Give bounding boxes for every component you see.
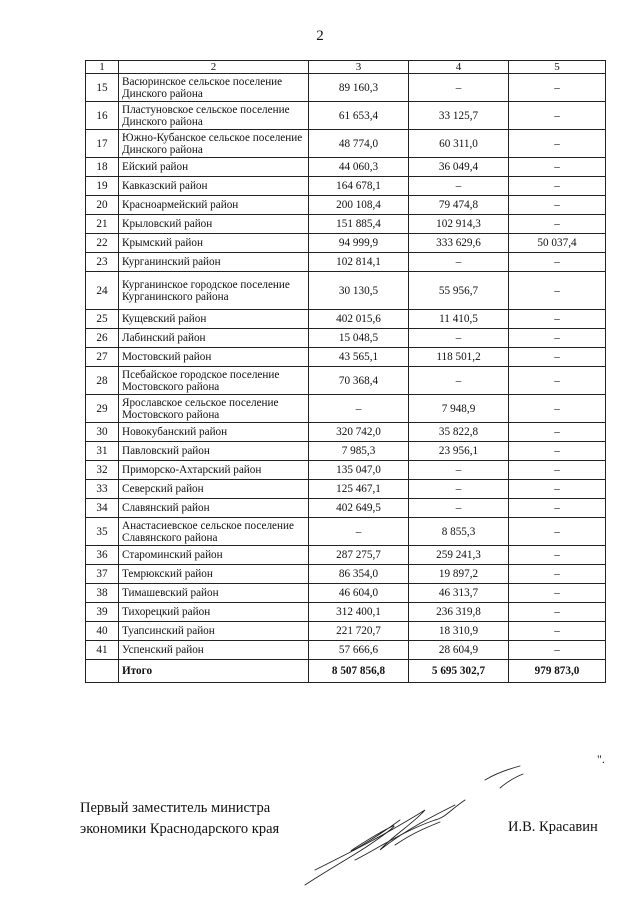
table-row [86,442,606,461]
table-row [86,622,606,641]
header-col-3: 3 [309,61,409,74]
table-row [86,603,606,622]
total-value-col-5: 979 873,0 [509,660,606,683]
table-row [86,395,606,423]
row-value-col-4: 36 049,4 [409,158,509,177]
row-value-col-3: 46 604,0 [309,584,409,603]
row-number: 32 [86,461,119,480]
row-name: Ейский район [119,158,309,177]
row-value-col-3: 135 047,0 [309,461,409,480]
row-value-col-3: 44 060,3 [309,158,409,177]
table-row [86,423,606,442]
row-name: Славянский район [119,499,309,518]
row-value-col-4: – [409,329,509,348]
total-value-col-4: 5 695 302,7 [409,660,509,683]
row-value-col-4: 8 855,3 [409,518,509,546]
row-value-col-5: – [509,423,606,442]
row-name: Крыловский район [119,215,309,234]
row-value-col-3: 102 814,1 [309,253,409,272]
row-value-col-5: – [509,196,606,215]
row-value-col-4: 236 319,8 [409,603,509,622]
row-value-col-4: – [409,480,509,499]
row-value-col-4: 35 822,8 [409,423,509,442]
table-row [86,546,606,565]
table-row [86,177,606,196]
header-col-1: 1 [86,61,119,74]
row-value-col-5: – [509,74,606,102]
table-row [86,461,606,480]
row-value-col-4: 102 914,3 [409,215,509,234]
signatory-title-line-2: экономики Краснодарского края [80,821,280,837]
row-name: Курганинский район [119,253,309,272]
row-value-col-4: 46 313,7 [409,584,509,603]
row-value-col-3: 402 649,5 [309,499,409,518]
row-value-col-5: – [509,584,606,603]
row-number: 18 [86,158,119,177]
row-value-col-3: 7 985,3 [309,442,409,461]
row-number: 27 [86,348,119,367]
table-total-row [86,660,606,683]
row-name: Псебайское городское поселение Мостовского района [119,367,309,395]
row-value-col-3: 151 885,4 [309,215,409,234]
row-value-col-5: – [509,603,606,622]
row-name: Новокубанский район [119,423,309,442]
header-col-4: 4 [409,61,509,74]
row-value-col-5: – [509,177,606,196]
row-name: Курганинское городское поселение Курганинского района [119,272,309,310]
closing-quote: ". [597,752,605,766]
row-name: Тимашевский район [119,584,309,603]
row-name: Красноармейский район [119,196,309,215]
row-value-col-5: – [509,215,606,234]
row-number: 37 [86,565,119,584]
row-number: 26 [86,329,119,348]
row-value-col-4: 60 311,0 [409,130,509,158]
row-value-col-3: 15 048,5 [309,329,409,348]
row-value-col-5: – [509,461,606,480]
row-value-col-3: 89 160,3 [309,74,409,102]
table-row [86,102,606,130]
row-number: 17 [86,130,119,158]
row-number: 35 [86,518,119,546]
row-value-col-5: – [509,253,606,272]
row-value-col-3: 30 130,5 [309,272,409,310]
row-number: 23 [86,253,119,272]
row-value-col-3: 57 666,6 [309,641,409,660]
row-number: 19 [86,177,119,196]
row-name: Мостовский район [119,348,309,367]
row-number: 20 [86,196,119,215]
table-row [86,215,606,234]
row-value-col-5: – [509,158,606,177]
total-label: Итого [119,660,309,683]
row-value-col-4: 28 604,9 [409,641,509,660]
table-row [86,499,606,518]
table-row [86,158,606,177]
row-number: 33 [86,480,119,499]
row-name: Темрюкский район [119,565,309,584]
row-name: Южно-Кубанское сельское поселение Динского района [119,130,309,158]
row-value-col-4: 7 948,9 [409,395,509,423]
row-name: Анастасиевское сельское поселение Славянского района [119,518,309,546]
row-name: Северский район [119,480,309,499]
row-number: 34 [86,499,119,518]
row-name: Кущевский район [119,310,309,329]
row-number: 38 [86,584,119,603]
row-value-col-5: – [509,329,606,348]
row-value-col-3: 125 467,1 [309,480,409,499]
row-value-col-5: – [509,499,606,518]
row-number: 31 [86,442,119,461]
signatory-name: И.В. Красавин [508,819,598,835]
header-col-5: 5 [509,61,606,74]
table-row [86,272,606,310]
table-row [86,196,606,215]
row-name: Староминский район [119,546,309,565]
row-value-col-5: – [509,272,606,310]
row-value-col-3: – [309,518,409,546]
row-name: Ярославское сельское поселение Мостовского района [119,395,309,423]
row-number: 40 [86,622,119,641]
row-name: Крымский район [119,234,309,253]
row-value-col-3: 402 015,6 [309,310,409,329]
row-value-col-4: – [409,499,509,518]
row-number: 21 [86,215,119,234]
row-value-col-5: 50 037,4 [509,234,606,253]
row-value-col-3: 86 354,0 [309,565,409,584]
row-value-col-4: 118 501,2 [409,348,509,367]
row-name: Туапсинский район [119,622,309,641]
row-name: Тихорецкий район [119,603,309,622]
table-row [86,518,606,546]
row-name: Лабинский район [119,329,309,348]
row-value-col-3: 200 108,4 [309,196,409,215]
row-value-col-5: – [509,546,606,565]
table-row [86,234,606,253]
row-number: 15 [86,74,119,102]
row-value-col-3: 61 653,4 [309,102,409,130]
row-value-col-4: 55 956,7 [409,272,509,310]
row-value-col-4: 333 629,6 [409,234,509,253]
row-value-col-3: 221 720,7 [309,622,409,641]
row-value-col-3: – [309,395,409,423]
row-value-col-5: – [509,480,606,499]
table-row [86,480,606,499]
table-row [86,130,606,158]
signatory-title [80,798,279,840]
row-name: Кавказский район [119,177,309,196]
row-name: Васюринское сельское поселение Динского района [119,74,309,102]
row-value-col-5: – [509,442,606,461]
row-value-col-5: – [509,641,606,660]
table-row [86,253,606,272]
row-value-col-3: 164 678,1 [309,177,409,196]
row-value-col-3: 48 774,0 [309,130,409,158]
table-header-row [86,61,606,74]
row-value-col-5: – [509,102,606,130]
total-number-cell [86,660,119,683]
table-row [86,74,606,102]
table-row [86,310,606,329]
row-value-col-3: 312 400,1 [309,603,409,622]
budget-table [85,60,606,683]
header-col-2: 2 [119,61,309,74]
row-value-col-3: 43 565,1 [309,348,409,367]
row-value-col-5: – [509,348,606,367]
page-number: 2 [316,28,324,44]
row-value-col-5: – [509,130,606,158]
table-row [86,367,606,395]
row-value-col-5: – [509,310,606,329]
row-value-col-5: – [509,565,606,584]
row-number: 24 [86,272,119,310]
row-value-col-3: 320 742,0 [309,423,409,442]
total-value-col-3: 8 507 856,8 [309,660,409,683]
row-value-col-5: – [509,367,606,395]
row-value-col-4: 11 410,5 [409,310,509,329]
row-number: 28 [86,367,119,395]
row-value-col-4: – [409,74,509,102]
table-row [86,584,606,603]
row-number: 39 [86,603,119,622]
row-value-col-4: 79 474,8 [409,196,509,215]
row-name: Павловский район [119,442,309,461]
row-value-col-3: 70 368,4 [309,367,409,395]
row-name: Пластуновское сельское поселение Динского района [119,102,309,130]
row-value-col-4: 23 956,1 [409,442,509,461]
table-row [86,348,606,367]
row-value-col-4: 19 897,2 [409,565,509,584]
row-value-col-4: 259 241,3 [409,546,509,565]
row-value-col-4: 33 125,7 [409,102,509,130]
table-row [86,565,606,584]
row-number: 25 [86,310,119,329]
row-value-col-3: 94 999,9 [309,234,409,253]
row-name: Успенский район [119,641,309,660]
row-value-col-4: – [409,367,509,395]
row-number: 30 [86,423,119,442]
row-number: 36 [86,546,119,565]
row-value-col-4: 18 310,9 [409,622,509,641]
row-value-col-4: – [409,461,509,480]
row-value-col-5: – [509,518,606,546]
row-value-col-3: 287 275,7 [309,546,409,565]
table-row [86,641,606,660]
row-number: 22 [86,234,119,253]
row-number: 41 [86,641,119,660]
row-number: 29 [86,395,119,423]
row-name: Приморско-Ахтарский район [119,461,309,480]
table-row [86,329,606,348]
row-number: 16 [86,102,119,130]
row-value-col-4: – [409,177,509,196]
row-value-col-5: – [509,622,606,641]
row-value-col-5: – [509,395,606,423]
signatory-title-line-1: Первый заместитель министра [80,800,271,816]
row-value-col-4: – [409,253,509,272]
